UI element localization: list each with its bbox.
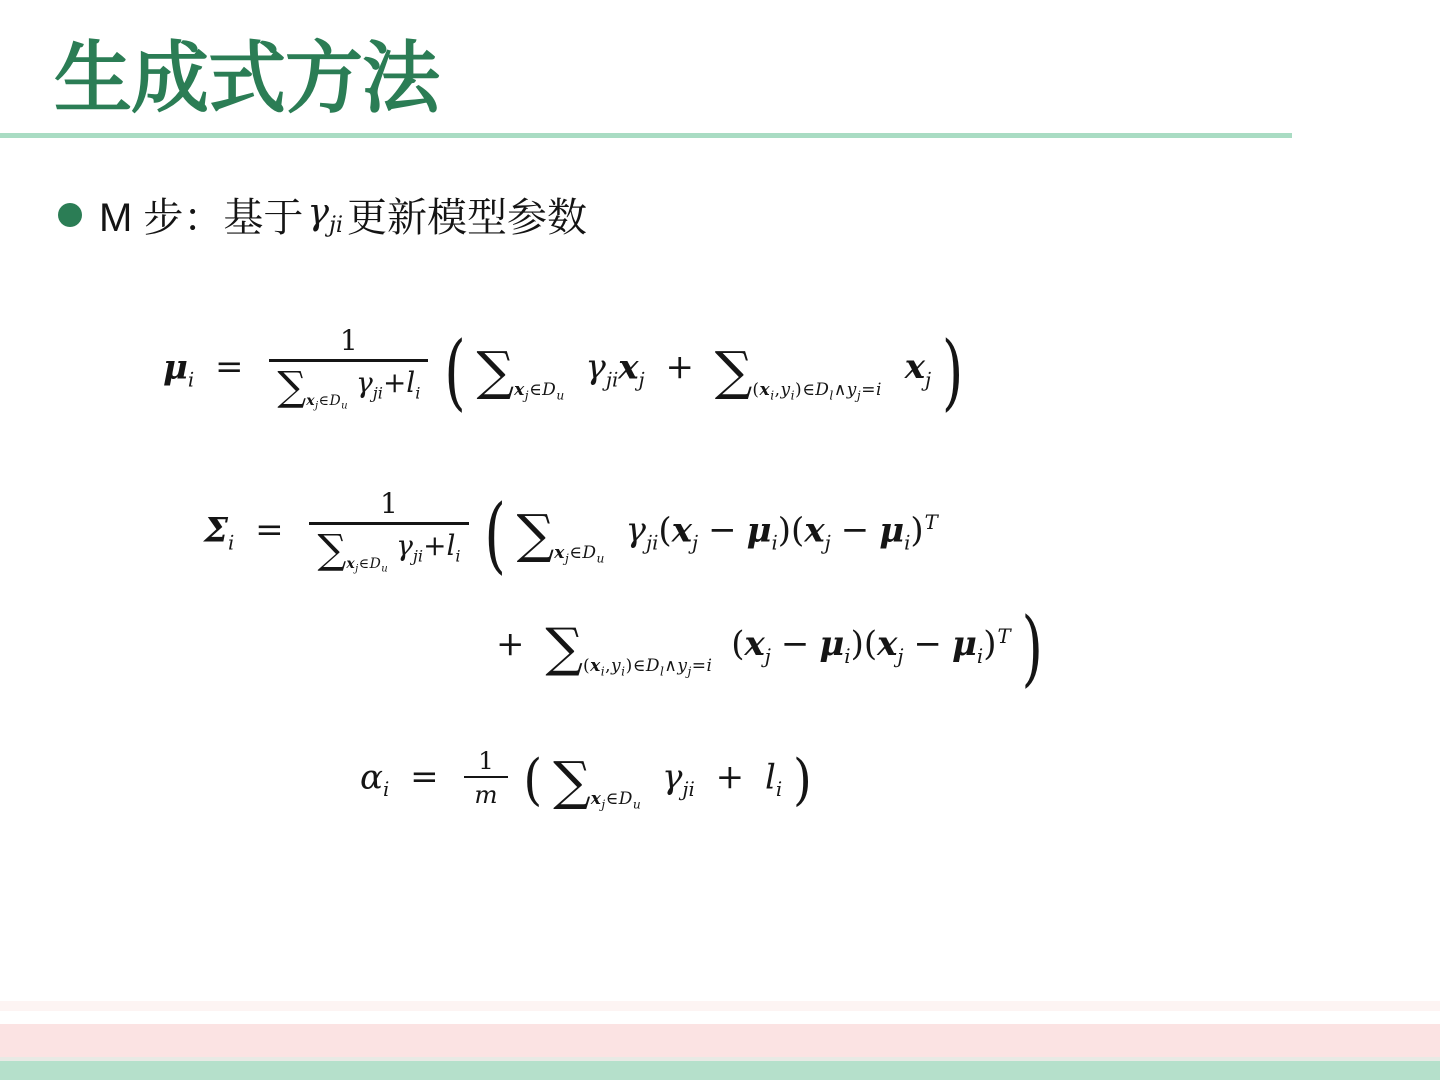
- sym-l: l: [764, 757, 776, 798]
- paren-close: ): [1021, 599, 1043, 696]
- element-of-icon: ∈: [632, 656, 646, 677]
- sum-limit: [590, 789, 642, 812]
- sub-i: i: [976, 644, 984, 668]
- sym-i: i: [875, 379, 882, 400]
- formula-alpha: [360, 748, 812, 812]
- sub-l: l: [829, 387, 834, 402]
- sym-D: D: [582, 542, 597, 563]
- sub-ji: ji: [412, 546, 424, 566]
- footer-band-faint-pink: [0, 1001, 1440, 1011]
- sym-y: y: [846, 379, 857, 400]
- sym-equals: =: [255, 510, 284, 551]
- sub-j: j: [638, 368, 645, 392]
- sym-D: D: [618, 789, 633, 810]
- paren-close: ): [983, 623, 997, 664]
- formula-sigma-line1: [204, 486, 938, 583]
- sym-x: x: [904, 347, 925, 388]
- sub-i: i: [770, 387, 775, 402]
- sym-gamma: γ: [396, 528, 413, 562]
- sub-u: u: [381, 563, 389, 575]
- footer-band-pink: [0, 1024, 1440, 1057]
- sub-i: i: [904, 531, 911, 555]
- sym-mu: μ: [163, 347, 188, 388]
- sub-i: i: [455, 546, 461, 566]
- paren-open: (: [658, 510, 672, 551]
- denominator: [269, 359, 428, 413]
- sym-minus: −: [840, 510, 870, 551]
- sub-ji: ji: [605, 368, 619, 392]
- sub-i: i: [228, 531, 235, 555]
- paren-close: ): [777, 510, 792, 551]
- sym-mu: μ: [952, 623, 977, 664]
- paren-close: ): [941, 323, 964, 420]
- numerator: 1: [339, 324, 358, 357]
- sub-j: j: [897, 644, 904, 668]
- paren-close: ): [850, 623, 864, 664]
- sum-limit: [582, 656, 713, 679]
- sym-equals: =: [215, 347, 244, 388]
- sym-minus: −: [708, 510, 737, 551]
- sym-x: x: [804, 510, 825, 551]
- element-of-icon: ∈: [529, 379, 543, 400]
- sym-plus: +: [715, 757, 745, 798]
- sub-ji: ji: [682, 778, 695, 802]
- denominator: m: [464, 776, 507, 811]
- sub-i: i: [775, 778, 783, 802]
- sym-D: D: [329, 392, 342, 409]
- sym-x: x: [671, 510, 692, 551]
- sym-mu: μ: [819, 623, 845, 664]
- paren-open: (: [582, 656, 591, 677]
- fraction: [464, 748, 507, 811]
- sym-plus: +: [665, 347, 694, 388]
- paren-open: (: [444, 323, 466, 420]
- sym-D: D: [369, 555, 382, 572]
- fraction: [309, 489, 468, 576]
- element-of-icon: ∈: [358, 555, 370, 572]
- sym-x: x: [590, 789, 602, 810]
- sub-i: i: [790, 387, 796, 402]
- sub-u: u: [556, 387, 565, 402]
- sum-icon: ∑: [317, 524, 347, 573]
- sym-Sigma: Σ: [204, 510, 229, 551]
- sym-equals: =: [410, 757, 439, 798]
- paren-open: (: [791, 510, 805, 551]
- sum-limit: [306, 392, 349, 412]
- sum-icon: ∑: [277, 361, 307, 410]
- sub-i: i: [187, 368, 195, 392]
- numerator: 1: [478, 746, 494, 775]
- element-of-icon: ∈: [605, 789, 619, 810]
- sub-j: j: [564, 550, 570, 565]
- wedge-icon: ∧: [664, 656, 678, 677]
- element-of-icon: ∈: [318, 392, 330, 409]
- sub-i: i: [844, 644, 851, 668]
- sym-alpha: α: [360, 757, 383, 798]
- fraction: [269, 326, 428, 413]
- sum-icon: ∑: [516, 503, 555, 565]
- numerator: 1: [380, 487, 398, 520]
- formula-mu: [163, 323, 964, 420]
- sym-x: x: [618, 347, 639, 388]
- sym-minus: −: [780, 623, 810, 664]
- sub-l: l: [659, 664, 665, 679]
- sum-icon: ∑: [545, 617, 583, 679]
- sym-y: y: [780, 379, 791, 400]
- slide-title: 生成式方法: [54, 34, 440, 122]
- bullet-dot-icon: [58, 203, 82, 227]
- formula-sigma-line2: [486, 599, 1043, 696]
- denominator: [309, 522, 468, 576]
- element-of-icon: ∈: [802, 379, 816, 400]
- sym-gamma: γ: [662, 757, 683, 798]
- bullet-text-post: 更新模型参数: [347, 196, 588, 240]
- sym-D: D: [542, 379, 557, 400]
- title-divider-line: [0, 133, 1292, 138]
- paren-close: ): [792, 747, 812, 813]
- sub-j: j: [687, 664, 692, 679]
- sub-j: j: [691, 531, 699, 555]
- sub-j: j: [824, 531, 831, 555]
- sym-y: y: [611, 656, 622, 677]
- wedge-icon: ∧: [833, 379, 847, 400]
- sub-j: j: [524, 387, 530, 402]
- paren-close: ): [795, 379, 803, 400]
- paren-open: (: [752, 379, 760, 400]
- paren-close: ): [910, 510, 924, 551]
- sub-u: u: [596, 550, 605, 565]
- footer-band-green: [0, 1061, 1440, 1080]
- sum-icon: ∑: [476, 340, 515, 402]
- sym-comma: ,: [605, 656, 612, 677]
- sub-ji: ji: [646, 531, 659, 555]
- sym-x: x: [877, 623, 898, 664]
- sub-i: i: [382, 778, 390, 802]
- sub-i: i: [600, 664, 606, 679]
- sub-j: j: [355, 563, 359, 575]
- sub-i: i: [621, 664, 626, 679]
- sym-plus: +: [496, 623, 525, 664]
- sym-equals: =: [861, 379, 876, 400]
- sym-mu: μ: [746, 510, 772, 551]
- element-of-icon: ∈: [569, 542, 583, 563]
- sum-limit: [554, 543, 605, 563]
- sub-ji: ji: [328, 211, 344, 238]
- sym-l: l: [446, 528, 456, 562]
- sym-x: x: [346, 555, 356, 572]
- sub-i: i: [415, 383, 421, 403]
- sym-x: x: [744, 623, 765, 664]
- sym-gamma: γ: [307, 191, 329, 233]
- sym-x: x: [759, 379, 771, 400]
- sum-limit: [752, 380, 881, 400]
- sym-plus: +: [423, 528, 447, 562]
- sub-j: j: [924, 368, 932, 392]
- sub-j: j: [601, 797, 606, 812]
- paren-open: (: [731, 623, 745, 664]
- sym-gamma: γ: [585, 347, 606, 388]
- paren-open: (: [484, 486, 506, 583]
- sum-icon: ∑: [714, 340, 753, 402]
- sum-limit: [346, 555, 389, 575]
- sub-j: j: [764, 644, 771, 668]
- bullet-item: [58, 186, 587, 243]
- sup-T: T: [997, 624, 1011, 648]
- sym-x: x: [514, 379, 525, 400]
- sub-j: j: [856, 387, 862, 402]
- paren-open: (: [863, 623, 878, 664]
- sym-y: y: [677, 656, 688, 677]
- sym-D: D: [815, 379, 830, 400]
- sub-ji: ji: [372, 383, 383, 403]
- inline-math-gamma-ji: [307, 192, 343, 238]
- sum-limit: [514, 380, 565, 400]
- paren-close: ): [625, 656, 633, 677]
- sym-l: l: [406, 365, 416, 399]
- sub-u: u: [341, 400, 349, 412]
- sym-x: x: [590, 656, 601, 677]
- sum-icon: ∑: [553, 750, 591, 812]
- sym-minus: −: [913, 623, 943, 664]
- sym-x: x: [554, 542, 565, 563]
- paren-open: (: [523, 747, 543, 813]
- sub-u: u: [632, 797, 642, 812]
- sym-equals: =: [691, 656, 707, 677]
- sym-plus: +: [382, 365, 407, 399]
- sup-T: T: [924, 511, 938, 535]
- sym-mu: μ: [879, 510, 905, 551]
- sym-x: x: [306, 392, 315, 409]
- bullet-text-pre: M 步：基于: [99, 196, 304, 240]
- sym-D: D: [645, 656, 660, 677]
- sym-comma: ,: [774, 379, 781, 400]
- sym-gamma: γ: [356, 365, 373, 399]
- sub-j: j: [315, 400, 319, 412]
- sym-i: i: [706, 656, 713, 677]
- sym-gamma: γ: [625, 510, 646, 551]
- sub-i: i: [771, 531, 778, 555]
